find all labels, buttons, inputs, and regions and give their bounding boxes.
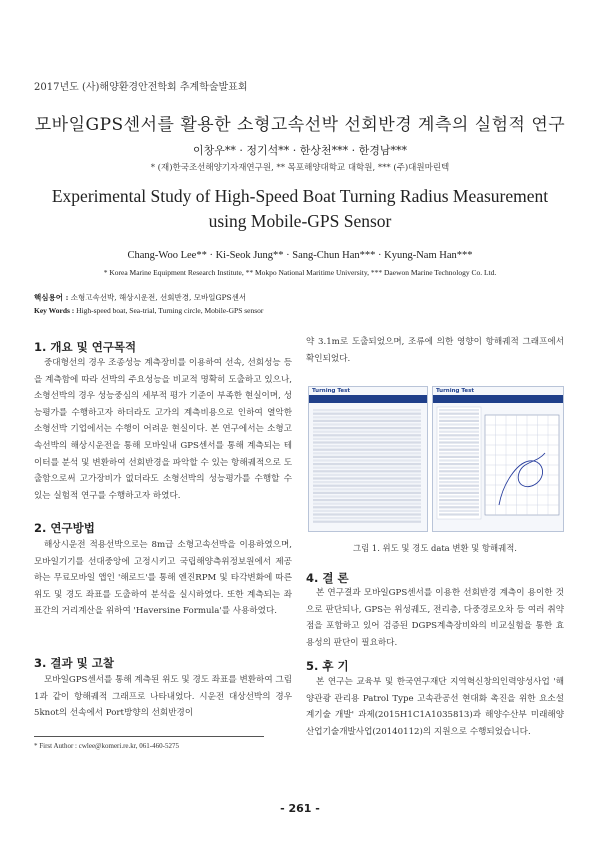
table-row-graphic	[439, 420, 479, 422]
table-row-graphic	[439, 513, 479, 515]
table-row-graphic	[439, 449, 479, 451]
figure-data-panel	[308, 386, 428, 532]
table-row-graphic	[439, 423, 479, 425]
table-row-graphic	[313, 481, 421, 483]
table-row-graphic	[313, 510, 421, 512]
title-english: Experimental Study of High-Speed Boat Turning Radius Measurement using Mobile-GPS Sensor	[51, 186, 549, 231]
section-1-text: 중대형선의 경우 조종성능 계측장비를 이용하여 선속, 선회성능 등을 계측함에 따라 선박의 주요성능을 비교적 명확히 도출하고 있으나, 소형선박의 경우 성능중심의 세부적 평가 기준이 부족한 현실이며, 성능평가를 수행하고자 하더라도 고가의 계측비용으로 인하여 열악한 소형선박 기업에서는 수행이 어려운 현실이다. 본 연구에서는 소형고속선박의 해상시운전을 통해 모바일내 GPS센서를 통해 계측되는 테이터를 분석 및 변환하여 선회반경을 파악할 수 있는 항해궤적으로 도출함으로써 고가장비가 없더라도 소형선박의 성능평가를 수행할 수 있는 실험적 연구를 수행하고자 하였다.	[34, 358, 292, 501]
table-row-graphic	[439, 485, 479, 487]
table-row-graphic	[439, 431, 479, 433]
table-row-graphic	[313, 456, 421, 458]
table-row-graphic	[313, 513, 421, 515]
keywords-en-text: High-speed boat, Sea-trial, Turning circle, Mobile-GPS sensor	[76, 306, 264, 315]
table-row-graphic	[313, 470, 421, 472]
table-row-graphic	[313, 506, 421, 508]
table-row-graphic	[313, 467, 421, 469]
table-row-graphic	[313, 423, 421, 425]
section-4-text: 본 연구결과 모바일GPS센서를 이용한 선회반경 계측이 용이한 것으로 판단되나, GPS는 위성궤도, 전리층, 다중경로오차 등 여러 취약점을 포함하고 있어 검증된 DGPS계측장비와의 비교실험을 통한 효용성의 판단이 필요하다.	[306, 588, 564, 648]
table-row-graphic	[313, 438, 421, 440]
page-number: - 261 -	[280, 802, 320, 815]
table-row-graphic	[439, 409, 479, 411]
table-row-graphic	[439, 459, 479, 461]
section-5-heading: 5. 후 기	[306, 659, 349, 673]
table-row-graphic	[313, 492, 421, 494]
table-row-graphic	[313, 452, 421, 454]
keywords-en-label: Key Words :	[34, 306, 75, 315]
section-2-text: 해상시운전 적용선박으로는 8m급 소형고속선박을 이용하였으며, 모바일기기를 선대중앙에 고정시키고 국립해양측위정보원에서 제공하는 무료모바일 앱인 '해로드'를 통해 엔진RPM 및 타각변화에 따른 위도 및 경도 좌표를 도출하여 분석을 실시하였다. 또한 계측되는 좌표간의 거리계산을 위하여 'Haversine Formula'를 사용하였다.	[34, 540, 292, 617]
table-row-graphic	[439, 506, 479, 508]
authors-korean: 이창우** · 정기석** · 한상천*** · 한경남***	[193, 144, 407, 157]
keywords-ko-label: 핵심용어 :	[34, 293, 69, 302]
table-row-graphic	[313, 499, 421, 501]
footnote: * First Author : cwlee@komeri.re.kr, 061-460-5275	[34, 742, 179, 750]
table-row-graphic	[439, 474, 479, 476]
table-row-graphic	[439, 416, 479, 418]
table-row-graphic	[439, 510, 479, 512]
figure-panel-title-right: Turning Test	[436, 388, 474, 394]
table-row-graphic	[439, 452, 479, 454]
table-row-graphic	[313, 449, 421, 451]
keywords-korean	[34, 292, 246, 303]
table-row-graphic	[313, 459, 421, 461]
section-3-heading: 3. 결과 및 고찰	[34, 656, 114, 670]
table-row-graphic	[313, 463, 421, 465]
section-5-text: 본 연구는 교육부 및 한국연구재단 지역혁신창의인력양성사업 '해양관광 관리용 Patrol Type 고속관공선 현대화 촉진을 위한 요소설계기술 개발' 과제(2015H1C1A1035813)과 해양수산부 미래해양산업기술개발사업(20140112)의 지원으로 수행되었습니다.	[306, 677, 564, 737]
figure-1	[306, 376, 564, 534]
table-row-graphic	[313, 427, 421, 429]
table-row-graphic	[313, 416, 421, 418]
keywords-ko-text: 소형고속선박, 해상시운전, 선회반경, 모바일GPS센서	[70, 293, 247, 302]
figure-panel-title-left: Turning Test	[312, 388, 350, 394]
trajectory-chart-graphic	[433, 403, 563, 529]
title-korean: 모바일GPS센서를 활용한 소형고속선박 선회반경 계측의 실험적 연구	[34, 115, 566, 135]
table-row-graphic	[313, 409, 421, 411]
table-row-graphic	[313, 441, 421, 443]
affiliations-korean: * (재)한국조선해양기자재연구원, ** 목포해양대학교 대학원, *** (주)대원마린텍	[150, 163, 450, 173]
table-row-graphic	[313, 474, 421, 476]
table-row-graphic	[439, 470, 479, 472]
table-row-graphic	[439, 438, 479, 440]
table-row-graphic	[439, 495, 479, 497]
table-row-graphic	[313, 477, 421, 479]
table-row-graphic	[313, 445, 421, 447]
table-row-graphic	[439, 477, 479, 479]
section-3-continued: 약 3.1m로 도출되었으며, 조류에 의한 영향이 항해궤적 그래프에서 확인되었다.	[306, 337, 564, 364]
section-4-heading: 4. 결 론	[306, 571, 349, 585]
table-row-graphic	[313, 420, 421, 422]
data-table-graphic	[309, 403, 427, 529]
table-row-graphic	[439, 434, 479, 436]
table-row-graphic	[439, 492, 479, 494]
figure-1-caption: 그림 1. 위도 및 경도 data 변환 및 항해궤적.	[353, 543, 517, 553]
table-row-graphic	[313, 495, 421, 497]
affiliations-english: * Korea Marine Equipment Research Institute, ** Mokpo National Maritime University, *** Daewon Marine Technology Co. Ltd.	[103, 268, 497, 277]
table-row-graphic	[439, 499, 479, 501]
figure-panel-bar-left	[309, 395, 427, 403]
keywords-english	[34, 306, 263, 315]
table-row-graphic	[439, 467, 479, 469]
table-row-graphic	[439, 488, 479, 490]
table-row-graphic	[439, 463, 479, 465]
table-row-graphic	[313, 434, 421, 436]
table-row-graphic	[313, 488, 421, 490]
table-row-graphic	[439, 456, 479, 458]
table-row-graphic	[313, 503, 421, 505]
table-row-graphic	[313, 413, 421, 415]
table-row-graphic	[439, 413, 479, 415]
authors-english: Chang-Woo Lee** · Ki-Seok Jung** · Sang-Chun Han*** · Kyung-Nam Han***	[127, 250, 473, 261]
table-row-graphic	[313, 431, 421, 433]
figure-panel-bar-right	[433, 395, 563, 403]
conference-header: 2017년도 (사)해양환경안전학회 추계학술발표회	[34, 82, 248, 93]
table-row-graphic	[439, 441, 479, 443]
table-row-graphic	[313, 517, 421, 519]
table-row-graphic	[313, 485, 421, 487]
section-2-heading: 2. 연구방법	[34, 521, 95, 535]
table-row-graphic	[439, 445, 479, 447]
figure-chart-panel	[432, 386, 564, 532]
section-1-heading: 1. 개요 및 연구목적	[34, 340, 137, 354]
table-row-graphic	[313, 521, 421, 523]
section-3-text: 모바일GPS센서를 통해 계측된 위도 및 경도 좌표를 변환하여 그림1과 같이 항해궤적 그래프로 나타내었다. 시운전 대상선박의 경우 5knot의 선속에서 Port방향의 선회반경이	[34, 675, 292, 719]
table-row-graphic	[439, 481, 479, 483]
table-row-graphic	[439, 427, 479, 429]
footnote-rule	[34, 736, 264, 737]
table-row-graphic	[439, 503, 479, 505]
